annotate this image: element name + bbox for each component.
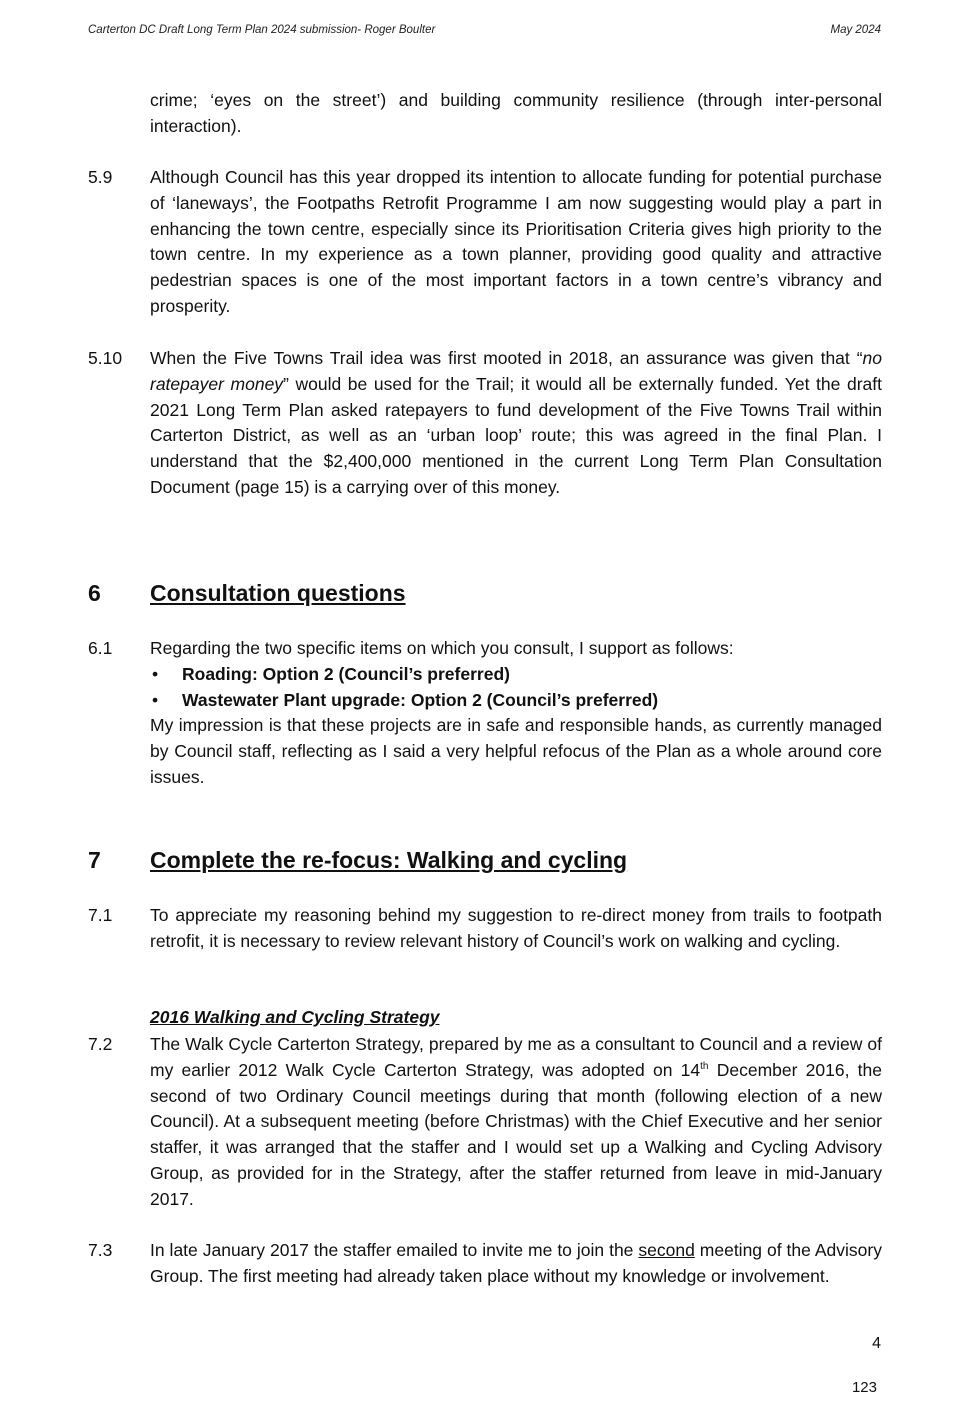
section-heading-7 <box>88 847 627 874</box>
paragraph-number: 7.1 <box>88 905 113 925</box>
support-list <box>150 662 882 714</box>
document-page-number: 123 <box>851 1379 877 1396</box>
paragraph-5-10 <box>88 346 882 501</box>
paragraph-text: In late January 2017 the staffer emailed to invite me to join the second meeting of the Advisory Group. The first meeting had already taken place without my knowledge or involvement. <box>150 1240 882 1286</box>
running-header-title: Carterton DC Draft Long Term Plan 2024 submission- Roger Boulter <box>88 24 436 36</box>
paragraph-7-2 <box>88 1032 882 1213</box>
paragraph-7-1 <box>88 903 882 955</box>
paragraph-text: Although Council has this year dropped its intention to allocate funding for potential purchase of ‘laneways’, the Footpaths Retrofit Programme I am now suggesting would play a part in enhancing the town centre, especially since its Prioritisation Criteria gives high priority to the town centre. In my experience as a town planner, providing good quality and attractive pedestrian spaces is one of the most important factors in a town centre’s vibrancy and prosperity. <box>150 167 882 316</box>
paragraph-text: To appreciate my reasoning behind my suggestion to re-direct money from trails to footpath retrofit, it is necessary to review relevant history of Council’s work on walking and cycling. <box>150 905 882 951</box>
paragraph-text <box>150 636 882 791</box>
italic-quote: no ratepayer money <box>150 348 882 394</box>
paragraph-text: When the Five Towns Trail idea was first mooted in 2018, an assurance was given that “no ratepayer money” would be used for the Trail; it would all be externally funded. Yet the draft 2021 Long Term Plan asked ratepayers to fund development of the Five Towns Trail within Carterton District, as well as an ‘urban loop’ route; this was agreed in the final Plan. I understand that the $2,400,000 mentioned in the current Long Term Plan Consultation Document (page 15) is a carrying over of this money. <box>150 348 882 497</box>
section-number: 6 <box>88 580 101 606</box>
continuation-paragraph: crime; ‘eyes on the street’) and building community resilience (through inter-personal interaction). <box>150 90 882 136</box>
paragraph-number: 5.10 <box>88 348 123 368</box>
subheading: 2016 Walking and Cycling Strategy <box>150 1007 440 1027</box>
paragraph-number: 5.9 <box>88 167 113 187</box>
paragraph-7-3 <box>88 1238 882 1290</box>
list-item: • Roading: Option 2 (Council’s preferred) <box>150 662 882 688</box>
paragraph-text: The Walk Cycle Carterton Strategy, prepared by me as a consultant to Council and a review of my earlier 2012 Walk Cycle Carterton Strategy, was adopted on 14th December 2016, the second of two Ordinary Council meetings during that month (following election of a new Council). At a subsequent meeting (before Christmas) with the Chief Executive and her senior staffer, it was arranged that the staffer and I would set up a Walking and Cycling Advisory Group, as provided for in the Strategy, after the staffer returned from leave in mid-January 2017. <box>150 1034 883 1209</box>
paragraph-number: 7.3 <box>88 1240 113 1260</box>
section-title: Consultation questions <box>150 580 406 606</box>
paragraph-outro: My impression is that these projects are in safe and responsible hands, as currently managed by Council staff, reflecting as I said a very helpful refocus of the Plan as a whole around core issues. <box>150 715 882 787</box>
list-item: • Wastewater Plant upgrade: Option 2 (Council’s preferred) <box>150 688 882 714</box>
paragraph-number: 7.2 <box>88 1034 113 1054</box>
running-header-date: May 2024 <box>830 24 881 36</box>
section-title: Complete the re-focus: Walking and cycling <box>150 847 628 873</box>
paragraph-number: 6.1 <box>88 638 113 658</box>
section-number: 7 <box>88 847 101 873</box>
underlined-word: second <box>638 1240 695 1260</box>
paragraph-6-1 <box>88 636 882 791</box>
paragraph-5-9 <box>88 165 882 320</box>
page-number: 4 <box>872 1335 881 1352</box>
section-heading-6 <box>88 580 406 607</box>
ordinal-suffix: th <box>700 1060 709 1072</box>
paragraph-intro: Regarding the two specific items on which you consult, I support as follows: <box>150 638 734 658</box>
